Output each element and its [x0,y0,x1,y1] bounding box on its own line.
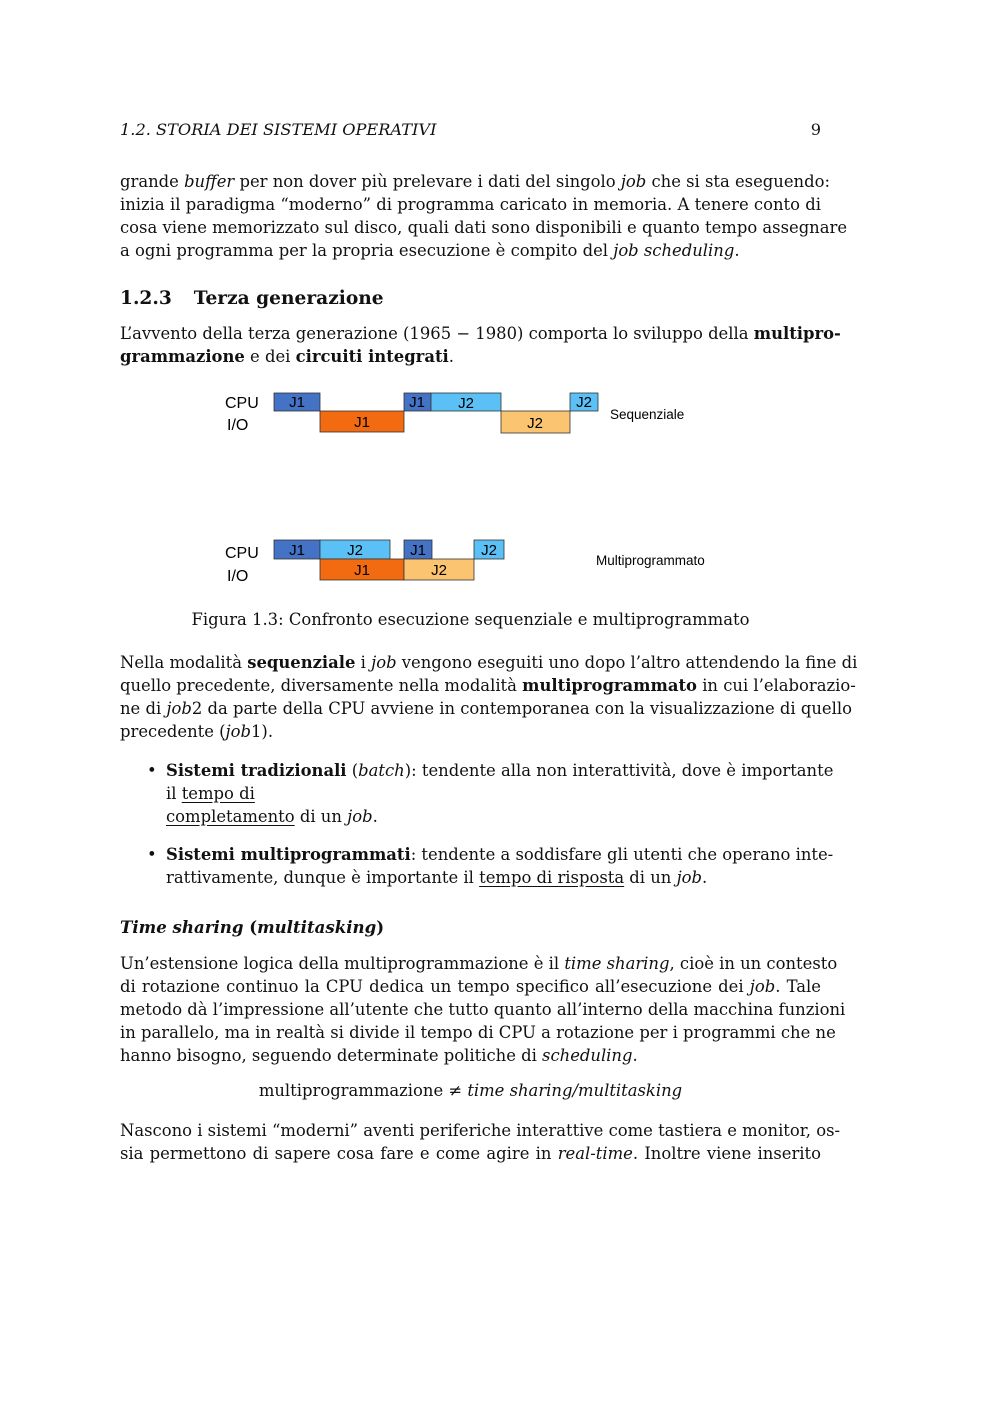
seq-cpu-block-j1 [274,393,320,411]
seq-io-block-j2 [501,411,570,433]
figure-sequential-vs-multiprogrammed [200,380,740,595]
bullet-icon: • [147,761,157,780]
text-line: il tempo di [166,783,255,803]
text-line: ne di job2 da parte della CPU avviene in contemporanea con la visualizzazione di quello [120,698,852,718]
text-line: L’avvento della terza generazione (1965 − 1980) comporta lo sviluppo della multipro- [120,324,841,343]
multi-cpu-block-j2 [320,540,390,559]
text-line: completamento di un job. [166,806,378,826]
paragraph-modes [120,652,858,744]
text-line: Nella modalità sequenziale i job vengono eseguiti uno dopo l’altro attendendo la fine di [120,653,858,672]
svg-text:J1: J1 [354,414,370,431]
text-line: sia permettono di sapere cosa fare e come agire in real-time. Inoltre viene inserito [120,1143,821,1163]
text-line: a ogni programma per la propria esecuzione è compito del job scheduling. [120,240,740,260]
text-line: quello precedente, diversamente nella modalità multiprogrammato in cui l’elaborazio- [120,675,856,695]
svg-text:J2: J2 [458,395,474,412]
seq-cpu-block-j1-second [404,393,431,411]
svg-text:J1: J1 [289,542,305,559]
header-section: 1.2. STORIA DEI SISTEMI OPERATIVI [120,120,437,139]
seq-io-row-label: I/O [227,417,249,434]
text-line: cosa viene memorizzato sul disco, quali dati sono disponibili e quanto tempo assegnare [120,217,848,237]
svg-text:J2: J2 [347,542,363,559]
text-line: grande buffer per non dover più prelevare i dati del singolo job che si sta eseguendo: [120,172,830,191]
text-line: inizia il paradigma “moderno” di programma caricato in memoria. A tenere conto di [120,194,821,214]
section-title: Terza generazione [193,288,384,309]
svg-text:J2: J2 [481,542,497,559]
svg-text:J1: J1 [289,394,305,411]
paragraph-modern-systems [120,1120,841,1166]
text-line: precedente (job1). [120,721,274,741]
text-line: Nascono i sistemi “moderni” aventi periferiche interattive come tastiera e monitor, os- [120,1121,841,1140]
multi-io-row-label: I/O [227,568,249,585]
display-equation: multiprogrammazione ≠ time sharing/multitasking [258,1081,683,1100]
seq-mode-label: Sequenziale [610,407,685,422]
running-header [120,120,821,139]
text-line: grammazione e dei circuiti integrati. [120,346,454,366]
section-heading [120,288,384,309]
page-number: 9 [810,120,821,139]
text-line: in parallelo, ma in realtà si divide il tempo di CPU a rotazione per i programmi che ne [120,1022,836,1042]
svg-text:J2: J2 [431,562,447,579]
section-number: 1.2.3 [120,288,172,309]
multi-io-block-j2 [404,559,474,580]
multi-cpu-block-j2-second [474,540,504,559]
seq-cpu-block-j2 [431,393,501,412]
multi-cpu-block-j1-second [404,540,432,559]
multi-io-block-j1 [320,559,404,580]
svg-text:J2: J2 [576,394,592,411]
paragraph-buffer [120,171,848,263]
text-line: Un’estensione logica della multiprogrammazione è il time sharing, cioè in un contesto [120,954,838,973]
text-line: rattivamente, dunque è importante il tempo di risposta di un job. [166,867,708,887]
seq-cpu-block-j2-second [570,393,598,411]
svg-text:J1: J1 [354,562,370,579]
multi-cpu-row-label: CPU [225,545,259,562]
text-line: Sistemi tradizionali (batch): tendente alla non interattività, dove è importante [166,761,834,780]
svg-text:J1: J1 [409,394,425,411]
svg-text:J2: J2 [527,415,543,432]
seq-io-block-j1 [320,411,404,432]
bullet-item [120,844,834,890]
multi-cpu-block-j1 [274,540,320,559]
bullet-item [120,760,834,829]
text-line: Sistemi multiprogrammati: tendente a soddisfare gli utenti che operano inte- [166,845,834,864]
figure-caption: Figura 1.3: Confronto esecuzione sequenziale e multiprogrammato [191,610,750,629]
text-line: di rotazione continuo la CPU dedica un tempo specifico all’esecuzione dei job. Tale [120,976,821,996]
multi-mode-label: Multiprogrammato [596,553,705,568]
paragraph-third-generation [120,323,841,369]
paragraph-time-sharing [120,953,846,1068]
svg-text:J1: J1 [410,542,426,559]
bullet-icon: • [147,845,157,864]
text-line: metodo dà l’impressione all’utente che tutto quanto all’interno della macchina funzioni [120,999,846,1019]
text-line: hanno bisogno, seguendo determinate politiche di scheduling. [120,1045,638,1065]
seq-cpu-row-label: CPU [225,395,259,412]
subsection-heading: Time sharing (multitasking) [120,917,385,937]
